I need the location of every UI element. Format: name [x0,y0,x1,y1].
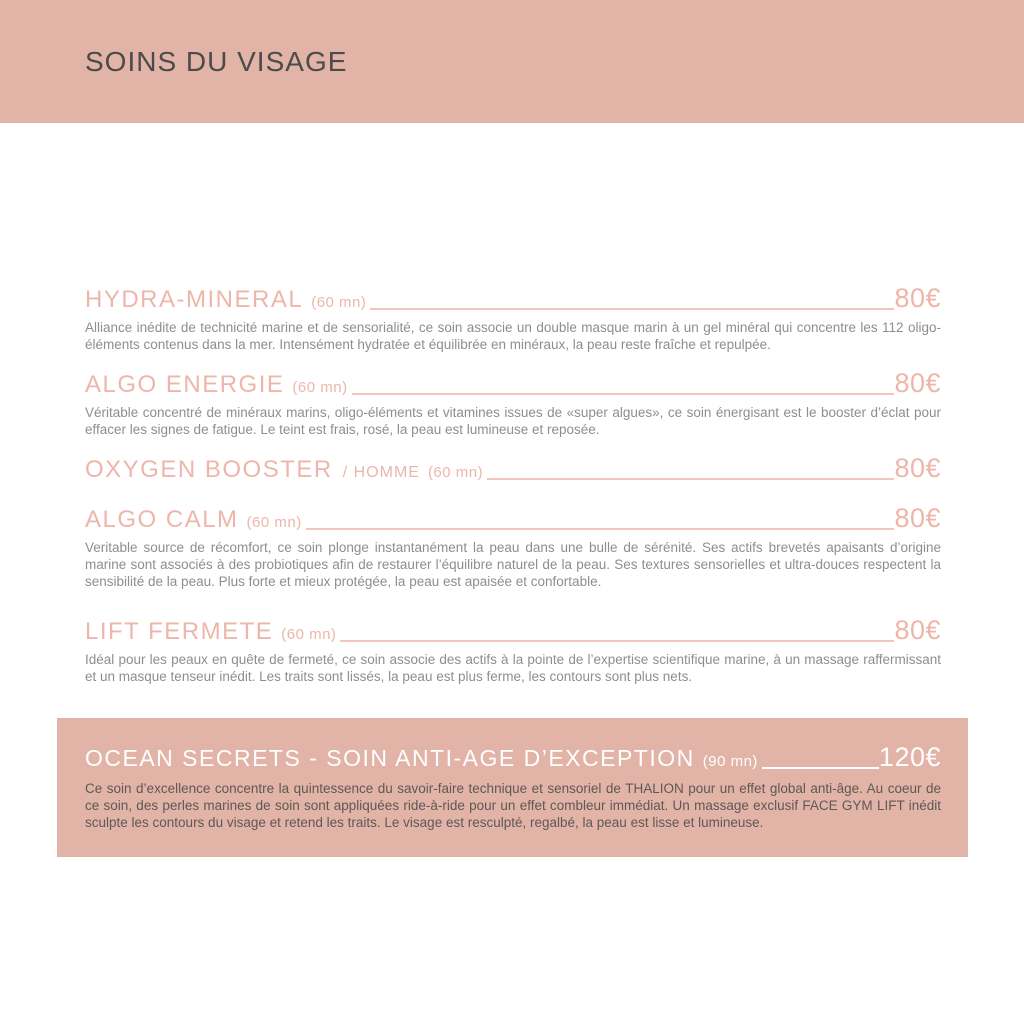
treatment-name: ALGO ENERGIE [85,371,285,398]
leader-line [487,478,894,480]
treatment-price: 80€ [894,615,941,645]
featured-treatment-box [57,718,968,857]
treatment-name: OXYGEN BOOSTER [85,456,333,483]
menu-item-title-row [85,368,941,400]
treatment-duration: (60 mn) [281,626,337,643]
menu-item-title-row [85,283,941,315]
menu-item-algo-energie [85,368,941,438]
treatment-price: 80€ [894,503,941,533]
leader-line [762,767,879,769]
treatment-description: Véritable concentré de minéraux marins, oligo-éléments et vitamines issues de «super algues», ce soin énergisant est le booster d’éclat pour effacer les signes de fatigue. Le teint est frais, rosé, la peau est lumineuse et reposée. [85,405,941,437]
treatment-variant: / HOMME [342,464,420,481]
page-header-band [0,0,1024,123]
treatment-name: ALGO CALM [85,506,239,533]
menu-item-title-row [85,453,941,485]
treatment-duration: (60 mn) [311,294,367,311]
menu-item-title-row [85,503,941,535]
menu-item-algo-calm [85,503,941,590]
treatment-description: Veritable source de récomfort, ce soin plonge instantanément la peau dans une bulle de sérénité. Ses actifs brevetés apaisants d’origine marine sont associés à des probiotiques afin de restaurer l’équilibre naturel de la peau. Ses textures sensorielles et ultra-douces respectent la sensibilité de la peau. Plus forte et mieux protégée, la peau est apaisée et confortable. [85,540,941,589]
menu-item-hydra-mineral [85,283,941,353]
leader-line [306,528,895,530]
treatment-price: 80€ [894,368,941,398]
leader-line [340,640,894,642]
treatment-price: 120€ [878,742,941,772]
treatment-name: LIFT FERMETE [85,618,274,645]
menu-item-lift-fermete [85,615,941,685]
treatment-duration: (90 mn) [702,753,758,770]
treatment-description: Ce soin d’excellence concentre la quintessence du savoir-faire technique et sensoriel de THALION pour un effet global anti-âge. Au coeur de ce soin, des perles marines de soin sont appliquées ride-à-ride pour un effet combleur immédiat. Un massage exclusif FACE GYM LIFT inédit sculpte les contours du visage et retend les traits. Le visage est resculpté, regalbé, la peau est lisse et lumineuse. [85,781,941,830]
menu-item-title-row [85,615,941,647]
featured-title-row [85,742,941,774]
treatment-price: 80€ [894,283,941,313]
treatment-description: Alliance inédite de technicité marine et de sensorialité, ce soin associe un double masque marin à un gel minéral qui concentre les 112 oligo-éléments contenus dans la mer. Intensément hydratée et équilibrée en minéraux, la peau reste fraîche et repulpée. [85,320,941,352]
page-title: SOINS DU VISAGE [85,45,348,77]
leader-line [370,308,894,310]
treatment-menu-list [0,123,1024,685]
treatment-name: OCEAN SECRETS - SOIN ANTI-AGE D’EXCEPTION [85,745,695,771]
menu-item-oxygen-booster [85,453,941,485]
treatment-description: Idéal pour les peaux en quête de fermeté, ce soin associe des actifs à la pointe de l’expertise scientifique marine, à un massage raffermissant et un masque tenseur inédit. Les traits sont lissés, la peau est plus ferme, les contours sont plus nets. [85,652,941,684]
leader-line [352,393,895,395]
treatment-duration: (60 mn) [246,514,302,531]
treatment-name: HYDRA-MINERAL [85,286,304,313]
treatment-duration: (60 mn) [292,379,348,396]
treatment-price: 80€ [894,453,941,483]
treatment-duration: (60 mn) [427,464,484,481]
